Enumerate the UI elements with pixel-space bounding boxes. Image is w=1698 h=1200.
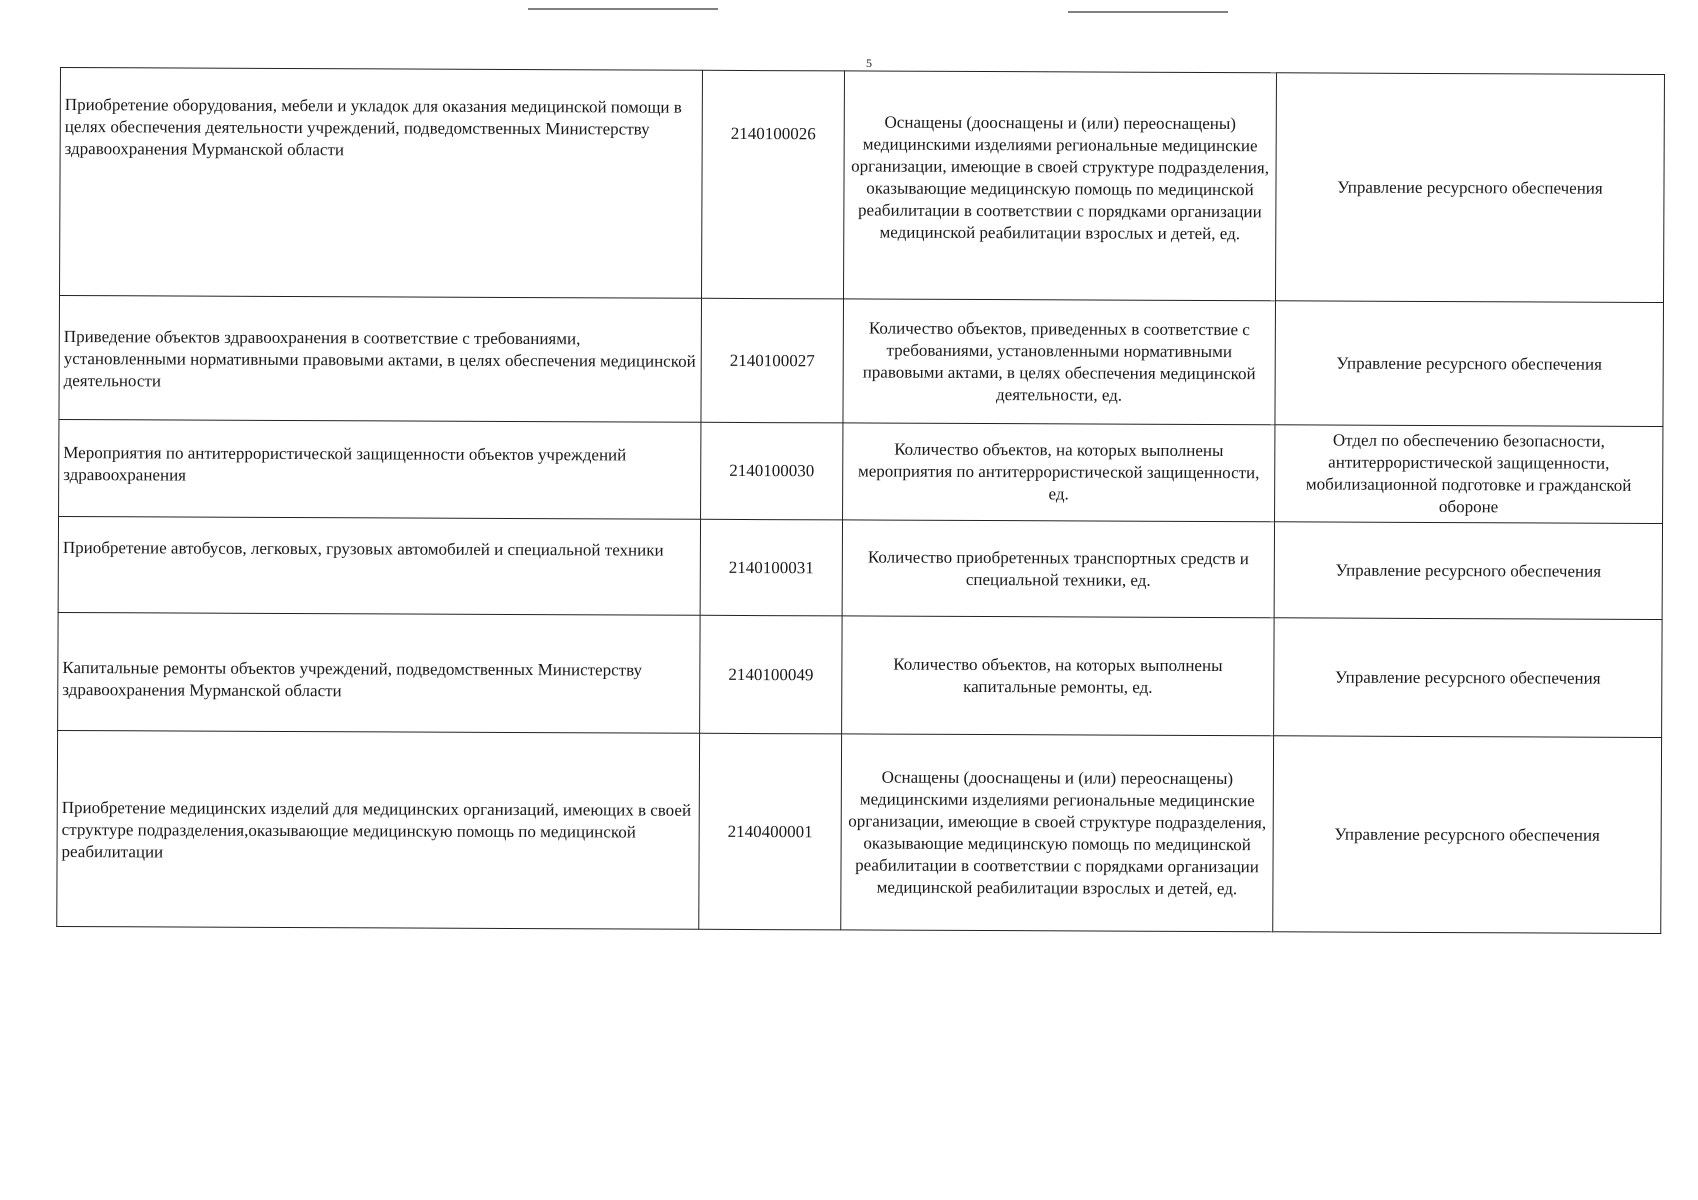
measure-indicator: Оснащены (дооснащены и (или) переоснащены) медицинскими изделиями региональные медицинские организации, имеющие в своей структуре подразделения, оказывающие медицинскую помощь по медицинской реабилитации в соответствии с порядками организации медицинской реабилитации взрослых и детей, ед. [843,71,1276,301]
page-number: 5 [866,56,872,70]
table-row [60,68,1665,303]
measure-name: Приобретение оборудования, мебели и укладок для оказания медицинской помощи в целях обеспечения деятельности учреждений, подведомственных Министерству здравоохранения Мурманской области [60,68,703,299]
scan-artifact-line [1068,11,1228,13]
measure-indicator: Количество объектов, на которых выполнены капитальные ремонты, ед. [842,616,1275,736]
measure-name: Приобретение медицинских изделий для медицинских организаций, имеющих в своей структуре подразделения,оказывающие медицинскую помощь по медицинской реабилитации [57,730,700,929]
measure-name: Мероприятия по антитеррористической защищенности объектов учреждений здравоохранения [59,419,701,519]
measure-code: 2140100027 [701,298,844,423]
measure-code: 2140100049 [700,615,843,734]
responsible-unit: Управление ресурсного обеспечения [1275,301,1664,427]
responsible-unit: Управление ресурсного обеспечения [1274,618,1663,738]
scan-artifact-line [528,8,718,10]
table-row [58,612,1662,737]
responsible-unit: Управление ресурсного обеспечения [1273,736,1662,934]
measure-code: 2140400001 [699,733,842,930]
measure-code: 2140100031 [700,519,842,616]
measure-code: 2140100030 [701,422,843,520]
measure-name: Капитальные ремонты объектов учреждений, подведомственных Министерству здравоохранения Мурманской области [58,612,701,733]
measure-indicator: Количество приобретенных транспортных средств и специальной техники, ед. [842,520,1274,618]
measure-name: Приобретение автобусов, легковых, грузовых автомобилей и специальной техники [58,516,700,615]
measure-indicator: Количество объектов, на которых выполнены мероприятия по антитеррористической защищенности, ед. [843,423,1275,522]
table-row [58,516,1662,619]
table-row [59,419,1663,523]
responsible-unit: Управление ресурсного обеспечения [1275,73,1664,303]
measure-name: Приведение объектов здравоохранения в соответствие с требованиями, установленными нормативными правовыми актами, в целях обеспечения медицинской деятельности [59,296,702,423]
table-row [59,296,1664,427]
responsible-unit: Отдел по обеспечению безопасности, антитеррористической защищенности, мобилизационной подготовке и гражданской обороне [1275,425,1663,524]
measure-indicator: Оснащены (дооснащены и (или) переоснащены) медицинскими изделиями региональные медицинские организации, имеющие в своей структуре подразделения, оказывающие медицинскую помощь по медицинской реабилитации в соответствии с порядками организации медицинской реабилитации взрослых и детей, ед. [841,734,1274,932]
measures-table [56,67,1665,934]
responsible-unit: Управление ресурсного обеспечения [1274,522,1662,620]
measure-code: 2140100026 [701,70,844,299]
measure-indicator: Количество объектов, приведенных в соответствие с требованиями, установленными нормативными правовыми актами, в целях обеспечения медицинской деятельности, ед. [843,299,1276,425]
table-row [57,730,1662,933]
